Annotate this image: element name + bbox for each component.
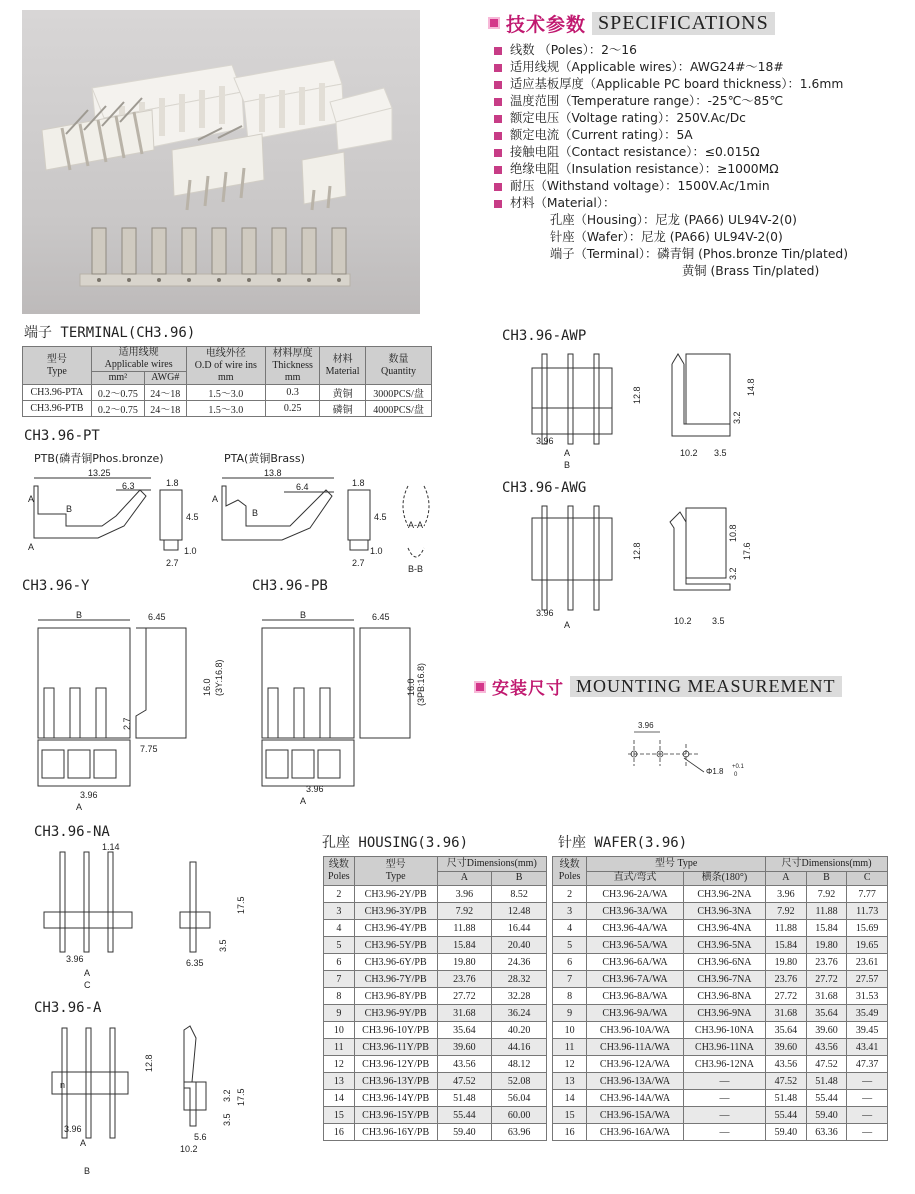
svg-text:17.6: 17.6: [742, 542, 752, 560]
svg-text:12.8: 12.8: [632, 542, 642, 560]
table-row: 16 CH3.96-16A/WA — 59.40 63.36 —: [553, 1124, 888, 1141]
bullet-icon: [494, 149, 502, 157]
svg-text:A-A: A-A: [408, 520, 424, 530]
spec-item: 温度范围（Temperature range）：-25℃～85℃: [494, 93, 904, 110]
housing-title: 孔座 HOUSING(3.96): [322, 835, 469, 851]
th-thickness: 材料厚度 Thickness mm: [266, 347, 320, 385]
table-row: 11 CH3.96-11Y/PB 39.60 44.16: [324, 1039, 547, 1056]
mount-hole: Φ1.8: [706, 767, 724, 776]
svg-text:(3PB:16.8): (3PB:16.8): [416, 662, 426, 706]
spec-item: 绝缘电阻（Insulation resistance）：≥1000MΩ: [494, 161, 904, 178]
bullet-icon: [494, 183, 502, 191]
th-quantity: 数量 Quantity: [366, 347, 432, 385]
th-od: 电线外径 O.D of wire ins mm: [186, 347, 266, 385]
svg-text:B: B: [252, 508, 259, 518]
table-row: 11 CH3.96-11A/WA CH3.96-11NA 39.60 43.56 43.41: [553, 1039, 888, 1056]
svg-text:A: A: [28, 494, 35, 504]
na-drawing: [34, 842, 274, 992]
pta-label: PTA(黄铜Brass): [224, 452, 305, 465]
table-row: 8 CH3.96-8Y/PB 27.72 32.28: [324, 988, 547, 1005]
svg-text:16.0: 16.0: [202, 678, 212, 696]
svg-text:A: A: [300, 796, 307, 806]
svg-text:C: C: [84, 980, 91, 990]
mounting-heading: [474, 674, 842, 699]
terminal-title: 端子 TERMINAL(CH3.96): [24, 325, 196, 341]
table-row: 7 CH3.96-7A/WA CH3.96-7NA 23.76 27.72 27.57: [553, 971, 888, 988]
mounting-title-en: MOUNTING MEASUREMENT: [570, 676, 842, 697]
svg-text:A: A: [28, 542, 35, 552]
svg-text:1.14: 1.14: [102, 842, 120, 852]
svg-text:10.2: 10.2: [180, 1144, 198, 1154]
svg-text:2.7: 2.7: [352, 558, 365, 568]
table-row: 12 CH3.96-12A/WA CH3.96-12NA 43.56 47.52 47.37: [553, 1056, 888, 1073]
table-row: CH3.96-PTB 0.2～0.75 24～18 1.5～3.0 0.25 磷铜 4000PCS/盘: [23, 401, 432, 417]
svg-text:B: B: [564, 460, 571, 470]
svg-text:3.96: 3.96: [64, 1124, 82, 1134]
spec-item: 材料（Material）：: [494, 195, 904, 212]
svg-text:A: A: [564, 448, 571, 458]
table-row: 6 CH3.96-6Y/PB 19.80 24.36: [324, 954, 547, 971]
bullet-icon: [494, 115, 502, 123]
table-row: 4 CH3.96-4A/WA CH3.96-4NA 11.88 15.84 15.69: [553, 920, 888, 937]
svg-text:3.96: 3.96: [66, 954, 84, 964]
product-photo: [22, 10, 420, 314]
svg-text:A: A: [212, 494, 219, 504]
bullet-icon: [494, 81, 502, 89]
table-row: 15 CH3.96-15Y/PB 55.44 60.00: [324, 1107, 547, 1124]
svg-text:5.6: 5.6: [194, 1132, 207, 1142]
table-row: 3 CH3.96-3A/WA CH3.96-3NA 7.92 11.88 11.73: [553, 903, 888, 920]
table-row: 3 CH3.96-3Y/PB 7.92 12.48: [324, 903, 547, 920]
svg-text:10.8: 10.8: [728, 524, 738, 542]
svg-text:3.96: 3.96: [536, 436, 554, 446]
table-row: 2 CH3.96-2A/WA CH3.96-2NA 3.96 7.92 7.77: [553, 886, 888, 903]
svg-text:(3Y:16.8): (3Y:16.8): [214, 659, 224, 696]
a-title: CH3.96-A: [34, 1000, 102, 1016]
svg-text:3.5: 3.5: [714, 448, 727, 458]
spec-item: 额定电流（Current rating）：5A: [494, 127, 904, 144]
a-drawing: [34, 1018, 274, 1190]
svg-text:13.25: 13.25: [88, 468, 111, 478]
table-row: 14 CH3.96-14Y/PB 51.48 56.04: [324, 1090, 547, 1107]
specs-list: [494, 42, 904, 280]
svg-text:2.7: 2.7: [122, 717, 132, 730]
svg-text:1.8: 1.8: [166, 478, 179, 488]
mount-pitch: 3.96: [638, 721, 654, 730]
svg-text:7.75: 7.75: [140, 744, 158, 754]
th-type: 型号 Type: [23, 347, 92, 385]
table-row: 13 CH3.96-13Y/PB 47.52 52.08: [324, 1073, 547, 1090]
svg-text:10.2: 10.2: [680, 448, 698, 458]
y-title: CH3.96-Y: [22, 578, 90, 594]
table-row: 16 CH3.96-16Y/PB 59.40 63.96: [324, 1124, 547, 1141]
pt-title: CH3.96-PT: [24, 428, 100, 444]
svg-text:B-B: B-B: [408, 564, 424, 574]
table-row: 15 CH3.96-15A/WA — 55.44 59.40 —: [553, 1107, 888, 1124]
svg-text:B: B: [66, 504, 73, 514]
awg-drawing: [510, 498, 780, 638]
table-row: 8 CH3.96-8A/WA CH3.96-8NA 27.72 31.68 31.53: [553, 988, 888, 1005]
y-pb-drawing: [30, 610, 430, 820]
svg-text:B: B: [84, 1166, 91, 1176]
svg-text:3.5: 3.5: [222, 1113, 232, 1126]
bullet-icon: [474, 681, 486, 693]
bullet-icon: [488, 17, 500, 29]
specs-title-cn: 技术参数: [506, 13, 587, 36]
awp-drawing: [510, 344, 780, 472]
mounting-title-cn: 安装尺寸: [492, 679, 564, 699]
table-row: 13 CH3.96-13A/WA — 47.52 51.48 —: [553, 1073, 888, 1090]
connector-illustration: [22, 10, 420, 314]
housing-table: 线数 Poles 型号 Type 尺寸Dimensions(mm) A B 2 CH3.96-2Y/PB 3.96 8.52 3 CH3.96-3Y/PB 7.92 12.48 4 CH3.96-4Y/PB 11.88 16.44 5 CH3.96-5Y/PB 15.84 20.40 6 CH3.96-6Y/PB 19.80 24.36 7 CH3.96-7Y/PB 23.76 28.32 8 CH3.96-8Y/PB 27.72 32.28 9 CH3.96-9Y/PB 31.68 36.24 10 CH3.96-10Y/PB 35.64 40.20 11 CH3.96-11Y/PB 39.60 44.16 12 CH3.96-12Y/PB 43.56 48.12 13 CH3.96-13Y/PB 47.52 52.08 14 CH3.96-14Y/PB 51.48 56.04 15 CH3.96-15Y/PB 55.44 60.00 16 CH3.96-16Y/PB 59.40 63.96: [323, 856, 547, 1141]
table-row: 12 CH3.96-12Y/PB 43.56 48.12: [324, 1056, 547, 1073]
svg-text:B: B: [300, 610, 307, 620]
svg-text:6.3: 6.3: [122, 481, 135, 491]
svg-text:n: n: [60, 1080, 66, 1090]
svg-text:14.8: 14.8: [746, 378, 756, 396]
svg-text:3.96: 3.96: [306, 784, 324, 794]
pt-drawing: [26, 466, 446, 576]
material-housing: 孔座（Housing）：尼龙 (PA66) UL94V-2(0): [550, 213, 797, 227]
material-terminal-brass: 黄铜 (Brass Tin/plated): [682, 264, 820, 278]
bullet-icon: [494, 166, 502, 174]
th-mm2: mm²: [91, 372, 144, 385]
svg-text:3.96: 3.96: [80, 790, 98, 800]
svg-text:A: A: [80, 1138, 87, 1148]
svg-text:3.96: 3.96: [536, 608, 554, 618]
svg-text:6.4: 6.4: [296, 482, 309, 492]
table-row: CH3.96-PTA 0.2～0.75 24～18 1.5～3.0 0.3 黄铜 3000PCS/盘: [23, 385, 432, 401]
table-row: 5 CH3.96-5Y/PB 15.84 20.40: [324, 937, 547, 954]
terminal-table: [22, 346, 432, 417]
svg-text:17.5: 17.5: [236, 1088, 246, 1106]
table-row: 4 CH3.96-4Y/PB 11.88 16.44: [324, 920, 547, 937]
svg-text:3.2: 3.2: [222, 1089, 232, 1102]
wafer-table: 线数 Poles 型号 Type 尺寸Dimensions(mm) 直式/弯式 横条(180°) A B C 2 CH3.96-2A/WA CH3.96-2NA 3.96 7.92 7.77 3 CH3.96-3A/WA CH3.96-3NA 7.92 11.88 11.73 4 CH3.96-4A/WA CH3.96-4NA 11.88 15.84 15.69 5 CH3.96-5A/WA CH3.96-5NA 15.84 19.80 19.65 6 CH3.96-6A/WA CH3.96-6NA 19.80 23.76 23.61 7 CH3.96-7A/WA CH3.96-7NA 23.76 27.72 27.57 8 CH3.96-8A/WA CH3.96-8NA 27.72 31.68 31.53 9 CH3.96-9A/WA CH3.96-9NA 31.68 35.64 35.49 10 CH3.96-10A/WA CH3.96-10NA 35.64 39.60 39.45 11 CH3.96-11A/WA CH3.96-11NA 39.60 43.56 43.41 12 CH3.96-12A/WA CH3.96-12NA 43.56 47.52 47.37 13 CH3.96-13A/WA — 47.52 51.48 — 14 CH3.96-14A/WA — 51.48 55.44 — 15 CH3.96-15A/WA — 55.44 59.40 — 16 CH3.96-16A/WA — 59.40 63.36 —: [552, 856, 888, 1141]
table-row: 10 CH3.96-10Y/PB 35.64 40.20: [324, 1022, 547, 1039]
svg-text:A: A: [84, 968, 91, 978]
th-awg: AWG#: [145, 372, 186, 385]
svg-text:6.45: 6.45: [372, 612, 390, 622]
svg-text:6.45: 6.45: [148, 612, 166, 622]
svg-text:1.0: 1.0: [184, 546, 197, 556]
bullet-icon: [494, 64, 502, 72]
svg-text:6.35: 6.35: [186, 958, 204, 968]
awg-title: CH3.96-AWG: [502, 480, 587, 496]
svg-text:1.0: 1.0: [370, 546, 383, 556]
ptb-label: PTB(磷青铜Phos.bronze): [34, 452, 164, 465]
svg-text:3.5: 3.5: [712, 616, 725, 626]
spec-item: 接触电阻（Contact resistance）：≤0.015Ω: [494, 144, 904, 161]
svg-text:4.5: 4.5: [374, 512, 387, 522]
svg-text:1.8: 1.8: [352, 478, 365, 488]
svg-text:3.2: 3.2: [728, 567, 738, 580]
table-row: 7 CH3.96-7Y/PB 23.76 28.32: [324, 971, 547, 988]
bullet-icon: [494, 47, 502, 55]
spec-item: 额定电压（Voltage rating）：250V.Ac/Dc: [494, 110, 904, 127]
table-row: 9 CH3.96-9Y/PB 31.68 36.24: [324, 1005, 547, 1022]
table-row: 9 CH3.96-9A/WA CH3.96-9NA 31.68 35.64 35.49: [553, 1005, 888, 1022]
specs-heading: [488, 12, 775, 34]
th-material: 材料 Material: [320, 347, 366, 385]
table-row: 6 CH3.96-6A/WA CH3.96-6NA 19.80 23.76 23.61: [553, 954, 888, 971]
spec-item: 耐压（Withstand voltage）：1500V.Ac/1min: [494, 178, 904, 195]
pb-title: CH3.96-PB: [252, 578, 328, 594]
svg-text:3.5: 3.5: [218, 939, 228, 952]
wafer-title: 针座 WAFER(3.96): [558, 835, 688, 851]
svg-text:3.2: 3.2: [732, 411, 742, 424]
svg-text:12.8: 12.8: [632, 386, 642, 404]
svg-text:16.0: 16.0: [406, 678, 416, 696]
svg-text:B: B: [76, 610, 83, 620]
material-terminal: 端子（Terminal）：磷青铜 (Phos.bronze Tin/plated): [550, 247, 849, 261]
svg-text:A: A: [76, 802, 83, 812]
mounting-drawing: [620, 714, 760, 784]
svg-text:2.7: 2.7: [166, 558, 179, 568]
svg-text:4.5: 4.5: [186, 512, 199, 522]
bullet-icon: [494, 200, 502, 208]
svg-text:17.5: 17.5: [236, 896, 246, 914]
svg-text:13.8: 13.8: [264, 468, 282, 478]
svg-text:12.8: 12.8: [144, 1054, 154, 1072]
spec-item: 适应基板厚度（Applicable PC board thickness）：1.6mm: [494, 76, 904, 93]
spec-item: 适用线规（Applicable wires）：AWG24#～18#: [494, 59, 904, 76]
th-wires: 适用线规 Applicable wires: [91, 347, 186, 372]
spec-item: 线数 （Poles）：2～16: [494, 42, 904, 59]
mount-tol-down: 0: [734, 772, 738, 778]
svg-text:A: A: [564, 620, 571, 630]
table-row: 5 CH3.96-5A/WA CH3.96-5NA 15.84 19.80 19.65: [553, 937, 888, 954]
bullet-icon: [494, 98, 502, 106]
bullet-icon: [494, 132, 502, 140]
specs-title-en: SPECIFICATIONS: [592, 12, 775, 35]
mount-tol-up: +0.1: [732, 764, 744, 770]
material-wafer: 针座（Wafer）：尼龙 (PA66) UL94V-2(0): [550, 230, 783, 244]
svg-text:10.2: 10.2: [674, 616, 692, 626]
na-title: CH3.96-NA: [34, 824, 110, 840]
table-row: 2 CH3.96-2Y/PB 3.96 8.52: [324, 886, 547, 903]
table-row: 10 CH3.96-10A/WA CH3.96-10NA 35.64 39.60 39.45: [553, 1022, 888, 1039]
awp-title: CH3.96-AWP: [502, 328, 587, 344]
table-row: 14 CH3.96-14A/WA — 51.48 55.44 —: [553, 1090, 888, 1107]
